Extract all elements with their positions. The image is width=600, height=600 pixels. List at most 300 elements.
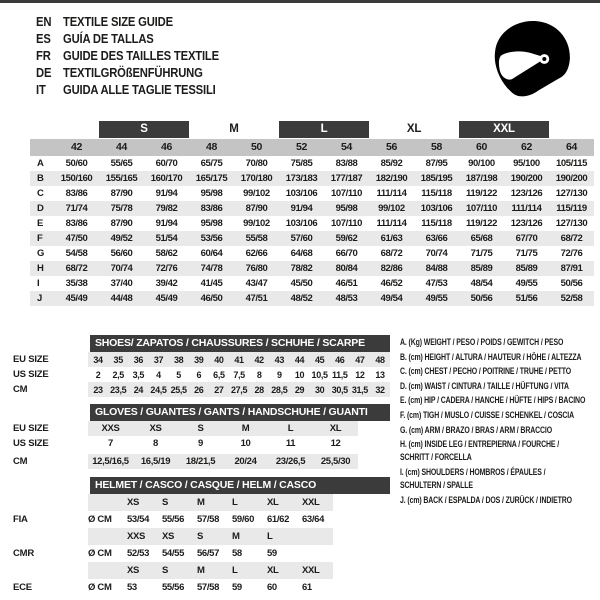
measurement-cell: 44/48 xyxy=(110,293,133,304)
size-cell: 38 xyxy=(173,354,184,365)
measurement-cell: 127/130 xyxy=(555,218,588,229)
measurement-cell: 111/114 xyxy=(511,203,542,214)
gloves-table xyxy=(13,404,395,469)
measurement-cell: 83/86 xyxy=(65,218,88,229)
table-row xyxy=(13,454,395,469)
row-letter: F xyxy=(37,233,43,244)
guide-title: GUÍA DE TALLAS xyxy=(63,31,154,46)
table-row xyxy=(30,201,594,216)
size-cell: L xyxy=(267,531,273,542)
size-cell: 37 xyxy=(153,354,164,365)
measurement-cell: 79/82 xyxy=(155,203,178,214)
legend-line: I. (cm) SHOULDERS / HOMBROS / ÉPAULES / xyxy=(400,466,546,477)
size-cell: 40 xyxy=(214,354,224,365)
size-cell: 13 xyxy=(375,369,385,380)
helmet-table xyxy=(13,477,395,596)
size-cell: 5 xyxy=(176,369,181,380)
table-row xyxy=(30,291,594,306)
size-cell: 54/55 xyxy=(162,548,185,559)
standard-label: CMR xyxy=(13,548,35,559)
measurement-cell: 87/91 xyxy=(560,263,583,274)
measurement-cell: 115/118 xyxy=(421,218,452,229)
size-cell: 36 xyxy=(133,354,143,365)
group-spacer xyxy=(30,121,54,138)
measurement-cell: 84/88 xyxy=(425,263,448,274)
measurement-cell: 64/68 xyxy=(290,248,313,259)
measurement-cell: 70/74 xyxy=(425,248,448,259)
measurement-cell: 65/68 xyxy=(470,233,493,244)
measurement-cell: 49/55 xyxy=(515,278,538,289)
measurement-cell: 90/100 xyxy=(468,158,495,169)
measurement-cell: 155/165 xyxy=(105,173,138,184)
size-group-label: S xyxy=(99,121,189,138)
measurement-cell: 41/45 xyxy=(200,278,223,289)
measurement-cell: 123/126 xyxy=(510,188,543,199)
size-number: 54 xyxy=(340,141,353,153)
measurement-cell: 190/200 xyxy=(555,173,588,184)
measurement-cell: 48/53 xyxy=(335,293,358,304)
language-row xyxy=(36,47,219,64)
size-cell: M xyxy=(197,565,205,576)
size-number: 52 xyxy=(295,141,308,153)
size-cell: 23,5 xyxy=(110,384,127,395)
measurement-cell: 107/110 xyxy=(330,188,363,199)
size-cell: 2 xyxy=(95,369,101,380)
measurement-cell: 75/85 xyxy=(290,158,313,169)
row-cells xyxy=(88,545,333,562)
row-letter: E xyxy=(37,218,44,229)
row-letter: C xyxy=(37,188,44,199)
legend-line: G. (cm) ARM / BRAZO / BRAS / ARM / BRACCIO xyxy=(400,424,553,435)
measurement-rows xyxy=(30,156,594,306)
size-group-label: L xyxy=(279,121,369,138)
row-cells xyxy=(88,421,358,436)
size-cell: 10 xyxy=(294,369,305,380)
size-cell: XS xyxy=(127,497,139,508)
size-cell: L xyxy=(287,423,294,434)
language-row xyxy=(36,81,219,98)
table-row xyxy=(13,367,395,382)
row-cells xyxy=(88,382,390,397)
size-cell: 61/62 xyxy=(267,514,290,525)
size-number: 42 xyxy=(70,141,83,153)
size-cell: XXS xyxy=(127,531,145,542)
measurement-cell: 43/47 xyxy=(245,278,268,289)
row-letter: B xyxy=(37,173,44,184)
measurement-cell: 99/102 xyxy=(243,218,270,229)
size-cell: S xyxy=(197,531,203,542)
measurement-cell: 83/88 xyxy=(335,158,358,169)
measurement-cell: 61/63 xyxy=(380,233,403,244)
size-group-label: XXL xyxy=(459,121,549,138)
measurement-cell: 68/72 xyxy=(560,233,583,244)
measurement-cell: 85/92 xyxy=(380,158,403,169)
size-cell: 7,5 xyxy=(233,369,245,380)
table-row xyxy=(13,436,395,451)
legend-item xyxy=(400,336,598,349)
legend-item xyxy=(400,409,598,422)
measurement-cell: 46/52 xyxy=(380,278,403,289)
measurement-cell: 160/170 xyxy=(150,173,183,184)
legend-item xyxy=(400,494,598,507)
helmet-icon xyxy=(488,12,576,106)
measurement-cell: 150/160 xyxy=(60,173,93,184)
measurement-cell: 105/115 xyxy=(555,158,588,169)
size-cell: 27,5 xyxy=(230,384,248,395)
measurement-cell: 45/49 xyxy=(155,293,178,304)
row-letter: H xyxy=(37,263,44,274)
legend-item xyxy=(400,438,598,464)
measurement-cell: 99/102 xyxy=(378,203,405,214)
row-letter: I xyxy=(37,278,40,289)
measurement-cell: 50/60 xyxy=(65,158,88,169)
measurement-cell: 87/90 xyxy=(110,218,133,229)
measurement-cell: 78/82 xyxy=(290,263,313,274)
size-cell: 2,5 xyxy=(112,369,124,380)
row-label: US SIZE xyxy=(13,438,49,449)
size-cell: 41 xyxy=(234,354,244,365)
measurement-cell: 95/98 xyxy=(335,203,358,214)
measurement-cell: 103/106 xyxy=(285,188,318,199)
size-cell: 10 xyxy=(240,438,251,449)
measurement-cell: 66/70 xyxy=(335,248,358,259)
size-cell: 12,5/16,5 xyxy=(92,456,129,467)
measurement-cell: 173/183 xyxy=(285,173,318,184)
measurement-cell: 111/114 xyxy=(376,218,407,229)
size-cell: 56/57 xyxy=(197,548,220,559)
size-cell: 8 xyxy=(256,369,262,380)
size-cell: L xyxy=(232,565,238,576)
measurement-cell: 72/76 xyxy=(560,248,583,259)
size-cell: 9 xyxy=(277,369,282,380)
measurement-cell: 87/90 xyxy=(110,188,133,199)
measurement-cell: 115/119 xyxy=(556,203,587,214)
size-cell: 3,5 xyxy=(132,369,145,380)
measurement-cell: 83/86 xyxy=(200,203,223,214)
shoes-table xyxy=(13,335,395,397)
table-row xyxy=(30,186,594,201)
size-cell: 43 xyxy=(274,354,284,365)
gloves-rows xyxy=(13,421,395,469)
measurement-cell: 62/66 xyxy=(245,248,268,259)
row-label: US SIZE xyxy=(13,369,49,380)
size-cell: 16,5/19 xyxy=(140,456,171,467)
size-cell: 20/24 xyxy=(234,456,257,467)
gloves-section-title: GLOVES / GUANTES / GANTS / HANDSCHUHE / GUANTI xyxy=(90,404,390,421)
size-cell: 48 xyxy=(375,354,385,365)
measurement-cell: 187/198 xyxy=(465,173,498,184)
measurement-cell: 57/60 xyxy=(290,233,313,244)
size-group-header-row xyxy=(30,121,594,139)
measurement-cell: 39/42 xyxy=(155,278,178,289)
measurement-cell: 51/54 xyxy=(155,233,178,244)
measurement-cell: 71/75 xyxy=(470,248,493,259)
row-letter: D xyxy=(37,203,44,214)
language-row xyxy=(36,13,219,30)
measurement-cell: 65/75 xyxy=(200,158,223,169)
guide-title: TEXTILGRÖßENFÜHRUNG xyxy=(63,65,203,80)
language-code: ES xyxy=(36,31,51,46)
size-cell: 44 xyxy=(294,354,305,365)
size-cell: 47 xyxy=(355,354,365,365)
legend-line: SCHRITT / FORCELLA xyxy=(400,452,472,463)
measurement-cell: 49/52 xyxy=(110,233,133,244)
table-row xyxy=(30,246,594,261)
measurement-cell: 85/89 xyxy=(470,263,493,274)
row-cells xyxy=(88,528,333,545)
size-group-label: XL xyxy=(406,123,422,135)
size-cell: 58 xyxy=(232,548,242,559)
measurement-cell: 47/53 xyxy=(425,278,448,289)
measurement-cell: 48/54 xyxy=(470,278,493,289)
standard-label: FIA xyxy=(13,514,28,525)
diameter-unit-label: Ø CM xyxy=(88,582,112,593)
measurement-cell: 127/130 xyxy=(555,188,588,199)
size-cell: 25,5/30 xyxy=(320,456,351,467)
row-letter: G xyxy=(37,248,45,259)
standard-label: ECE xyxy=(13,582,32,593)
measurement-cell: 185/195 xyxy=(420,173,453,184)
size-cell: 42 xyxy=(254,354,264,365)
size-cell: 45 xyxy=(314,354,325,365)
size-number: 64 xyxy=(565,141,578,153)
size-number: 62 xyxy=(520,141,533,153)
language-code: EN xyxy=(36,14,52,29)
measurement-cell: 46/51 xyxy=(335,278,358,289)
helmet-section-title: HELMET / CASCO / CASQUE / HELM / CASCO xyxy=(90,477,390,494)
measurement-cell: 83/86 xyxy=(65,188,88,199)
measurement-cell: 107/110 xyxy=(330,218,363,229)
measurement-cell: 71/75 xyxy=(515,248,538,259)
size-cell: 12 xyxy=(330,438,341,449)
measurement-cell: 80/84 xyxy=(335,263,358,274)
measurement-cell: 165/175 xyxy=(195,173,228,184)
size-cell: 4 xyxy=(156,369,161,380)
measurement-cell: 71/74 xyxy=(65,203,88,214)
size-cell: 63/64 xyxy=(302,514,325,525)
size-cell: S xyxy=(197,423,204,434)
size-number: 50 xyxy=(250,141,263,153)
measurement-cell: 82/86 xyxy=(380,263,403,274)
table-row xyxy=(13,579,395,596)
size-cell: XS xyxy=(149,423,162,434)
size-cell: 27 xyxy=(214,384,224,395)
measurement-cell: 91/94 xyxy=(155,218,178,229)
measurement-cell: 119/122 xyxy=(465,218,498,229)
table-row xyxy=(13,562,395,579)
size-cell: 29 xyxy=(294,384,305,395)
measurement-cell: 59/62 xyxy=(335,233,358,244)
measurement-cell: 68/72 xyxy=(65,263,88,274)
measurement-cell: 68/72 xyxy=(380,248,403,259)
size-group-label: M xyxy=(229,123,239,135)
measurement-cell: 55/65 xyxy=(110,158,133,169)
guide-title: GUIDE DES TAILLES TEXTILE xyxy=(63,48,219,63)
legend-line: H. (cm) INSIDE LEG / ENTREPIERNA / FOURCHE / xyxy=(400,439,560,450)
measurement-cell: 170/180 xyxy=(240,173,273,184)
size-cell: 28 xyxy=(254,384,264,395)
table-row xyxy=(13,528,395,545)
size-cell: XXL xyxy=(302,497,320,508)
measurement-cell: 55/58 xyxy=(245,233,268,244)
row-cells xyxy=(88,454,358,469)
size-cell: 9 xyxy=(198,438,203,449)
measurement-cell: 60/64 xyxy=(200,248,223,259)
legend-line: J. (cm) BACK / ESPALDA / DOS / ZURÜCK / INDIETRO xyxy=(400,494,572,505)
measurement-cell: 37/40 xyxy=(110,278,133,289)
measurement-cell: 95/98 xyxy=(200,188,223,199)
size-cell: 55/56 xyxy=(162,582,185,593)
size-cell: M xyxy=(197,497,205,508)
size-cell: 12 xyxy=(355,369,365,380)
size-cell: 57/58 xyxy=(197,514,220,525)
shoes-rows xyxy=(13,352,395,397)
legend-item xyxy=(400,351,598,364)
legend-item xyxy=(400,466,598,492)
shoes-section-title: SHOES/ ZAPATOS / CHAUSSURES / SCHUHE / SCARPE xyxy=(90,335,390,352)
language-code: IT xyxy=(36,82,46,97)
row-cells xyxy=(88,367,390,382)
measurement-cell: 50/56 xyxy=(470,293,493,304)
legend-line: D. (cm) WAIST / CINTURA / TAILLE / HÜFTUNG / VITA xyxy=(400,380,569,391)
measurement-cell: 76/80 xyxy=(245,263,268,274)
size-cell: 60 xyxy=(267,582,277,593)
measurement-cell: 74/78 xyxy=(200,263,223,274)
legend-item xyxy=(400,424,598,437)
measurement-cell: 48/52 xyxy=(290,293,313,304)
guide-title: GUIDA ALLE TAGLIE TESSILI xyxy=(63,82,216,97)
size-cell: 23/26,5 xyxy=(275,456,306,467)
language-row xyxy=(36,30,219,47)
size-cell: 6 xyxy=(196,369,202,380)
measurement-cell: 52/58 xyxy=(560,293,583,304)
measurement-cell: 177/187 xyxy=(330,173,363,184)
measurement-cell: 99/102 xyxy=(243,188,270,199)
size-cell: 35 xyxy=(113,354,123,365)
measurement-cell: 91/94 xyxy=(290,203,313,214)
language-code: FR xyxy=(36,48,51,63)
measurement-cell: 49/54 xyxy=(380,293,403,304)
measurement-cell: 35/38 xyxy=(65,278,88,289)
size-cell: 25,5 xyxy=(170,384,187,395)
row-label: CM xyxy=(13,456,28,467)
measurement-cell: 182/190 xyxy=(375,173,408,184)
table-row xyxy=(30,216,594,231)
size-cell: M xyxy=(232,531,240,542)
size-number: 60 xyxy=(475,141,488,153)
measurement-cell: 111/114 xyxy=(376,188,407,199)
measurement-cell: 95/100 xyxy=(513,158,540,169)
measurement-cell: 70/74 xyxy=(110,263,133,274)
measurement-cell: 91/94 xyxy=(155,188,178,199)
helmet-rows xyxy=(13,494,395,596)
size-cell: 57/58 xyxy=(197,582,220,593)
size-cell: 61 xyxy=(302,582,312,593)
language-header xyxy=(36,13,219,98)
measurement-cell: 50/56 xyxy=(560,278,583,289)
measurement-cell: 70/80 xyxy=(245,158,268,169)
size-cell: 18/21,5 xyxy=(185,456,216,467)
size-cell: 11,5 xyxy=(331,369,348,380)
measurement-cell: 58/62 xyxy=(155,248,178,259)
row-label: EU SIZE xyxy=(13,423,49,434)
table-row xyxy=(30,276,594,291)
measurement-cell: 95/98 xyxy=(200,218,223,229)
size-cell: 55/56 xyxy=(162,514,185,525)
table-row xyxy=(30,156,594,171)
legend-line: B. (cm) HEIGHT / ALTURA / HAUTEUR / HÖHE / ALTEZZA xyxy=(400,351,582,362)
size-cell: 59 xyxy=(267,548,277,559)
measurement-cell: 103/106 xyxy=(420,203,453,214)
row-label: EU SIZE xyxy=(13,354,49,365)
size-cell: 6,5 xyxy=(213,369,225,380)
size-cell: 10,5 xyxy=(311,369,328,380)
size-cell: 28,5 xyxy=(271,384,288,395)
size-cell: XS xyxy=(127,565,139,576)
measurement-cell: 75/78 xyxy=(110,203,133,214)
size-cell: 34 xyxy=(93,354,103,365)
size-cell: 30 xyxy=(314,384,325,395)
guide-title: TEXTILE SIZE GUIDE xyxy=(63,14,173,29)
diameter-unit-label: Ø CM xyxy=(88,548,112,559)
table-row xyxy=(13,382,395,397)
size-cell: S xyxy=(162,497,168,508)
row-cells xyxy=(88,352,390,367)
table-row xyxy=(13,352,395,367)
legend-line: F. (cm) TIGH / MUSLO / CUISSE / SCHENKEL / COSCIA xyxy=(400,409,575,420)
measurement-cell: 87/95 xyxy=(425,158,448,169)
size-cell: 59/60 xyxy=(232,514,255,525)
row-letter: A xyxy=(37,158,44,169)
measurement-cell: 47/50 xyxy=(65,233,88,244)
row-label: CM xyxy=(13,384,28,395)
size-cell: S xyxy=(162,565,168,576)
size-number: 46 xyxy=(160,141,173,153)
size-cell: XL xyxy=(267,497,279,508)
size-cell: 7 xyxy=(108,438,113,449)
size-number: 58 xyxy=(430,141,443,153)
measurement-cell: 119/122 xyxy=(465,188,498,199)
table-row xyxy=(30,261,594,276)
size-cell: 31,5 xyxy=(351,384,368,395)
diameter-unit-label: Ø CM xyxy=(88,514,112,525)
size-cell: 53 xyxy=(127,582,137,593)
measurement-cell: 51/56 xyxy=(515,293,538,304)
size-group-label xyxy=(549,121,594,138)
row-letter: J xyxy=(37,293,43,304)
measurement-cell: 54/58 xyxy=(65,248,88,259)
legend-line: C. (cm) CHEST / PECHO / POITRINE / TRUHE / PETTO xyxy=(400,366,572,377)
row-cells xyxy=(88,494,333,511)
measurement-cell: 47/51 xyxy=(245,293,268,304)
size-number: 48 xyxy=(205,141,218,153)
legend-item xyxy=(400,380,598,393)
size-cell: XXS xyxy=(101,423,120,434)
size-cell: 8 xyxy=(153,438,158,449)
size-cell: 39 xyxy=(194,354,204,365)
measurement-cell: 46/50 xyxy=(200,293,223,304)
size-cell: M xyxy=(241,423,250,434)
legend-line: E. (cm) HIP / CADERA / HANCHE / HÜFTE / HIPS / BACINO xyxy=(400,395,586,406)
size-spacer xyxy=(30,139,54,156)
size-cell: 52/53 xyxy=(127,548,150,559)
size-cell: L xyxy=(232,497,238,508)
measurement-cell: 87/90 xyxy=(245,203,268,214)
table-row xyxy=(30,231,594,246)
table-row xyxy=(13,421,395,436)
legend-item xyxy=(400,394,598,407)
row-cells xyxy=(88,562,333,579)
